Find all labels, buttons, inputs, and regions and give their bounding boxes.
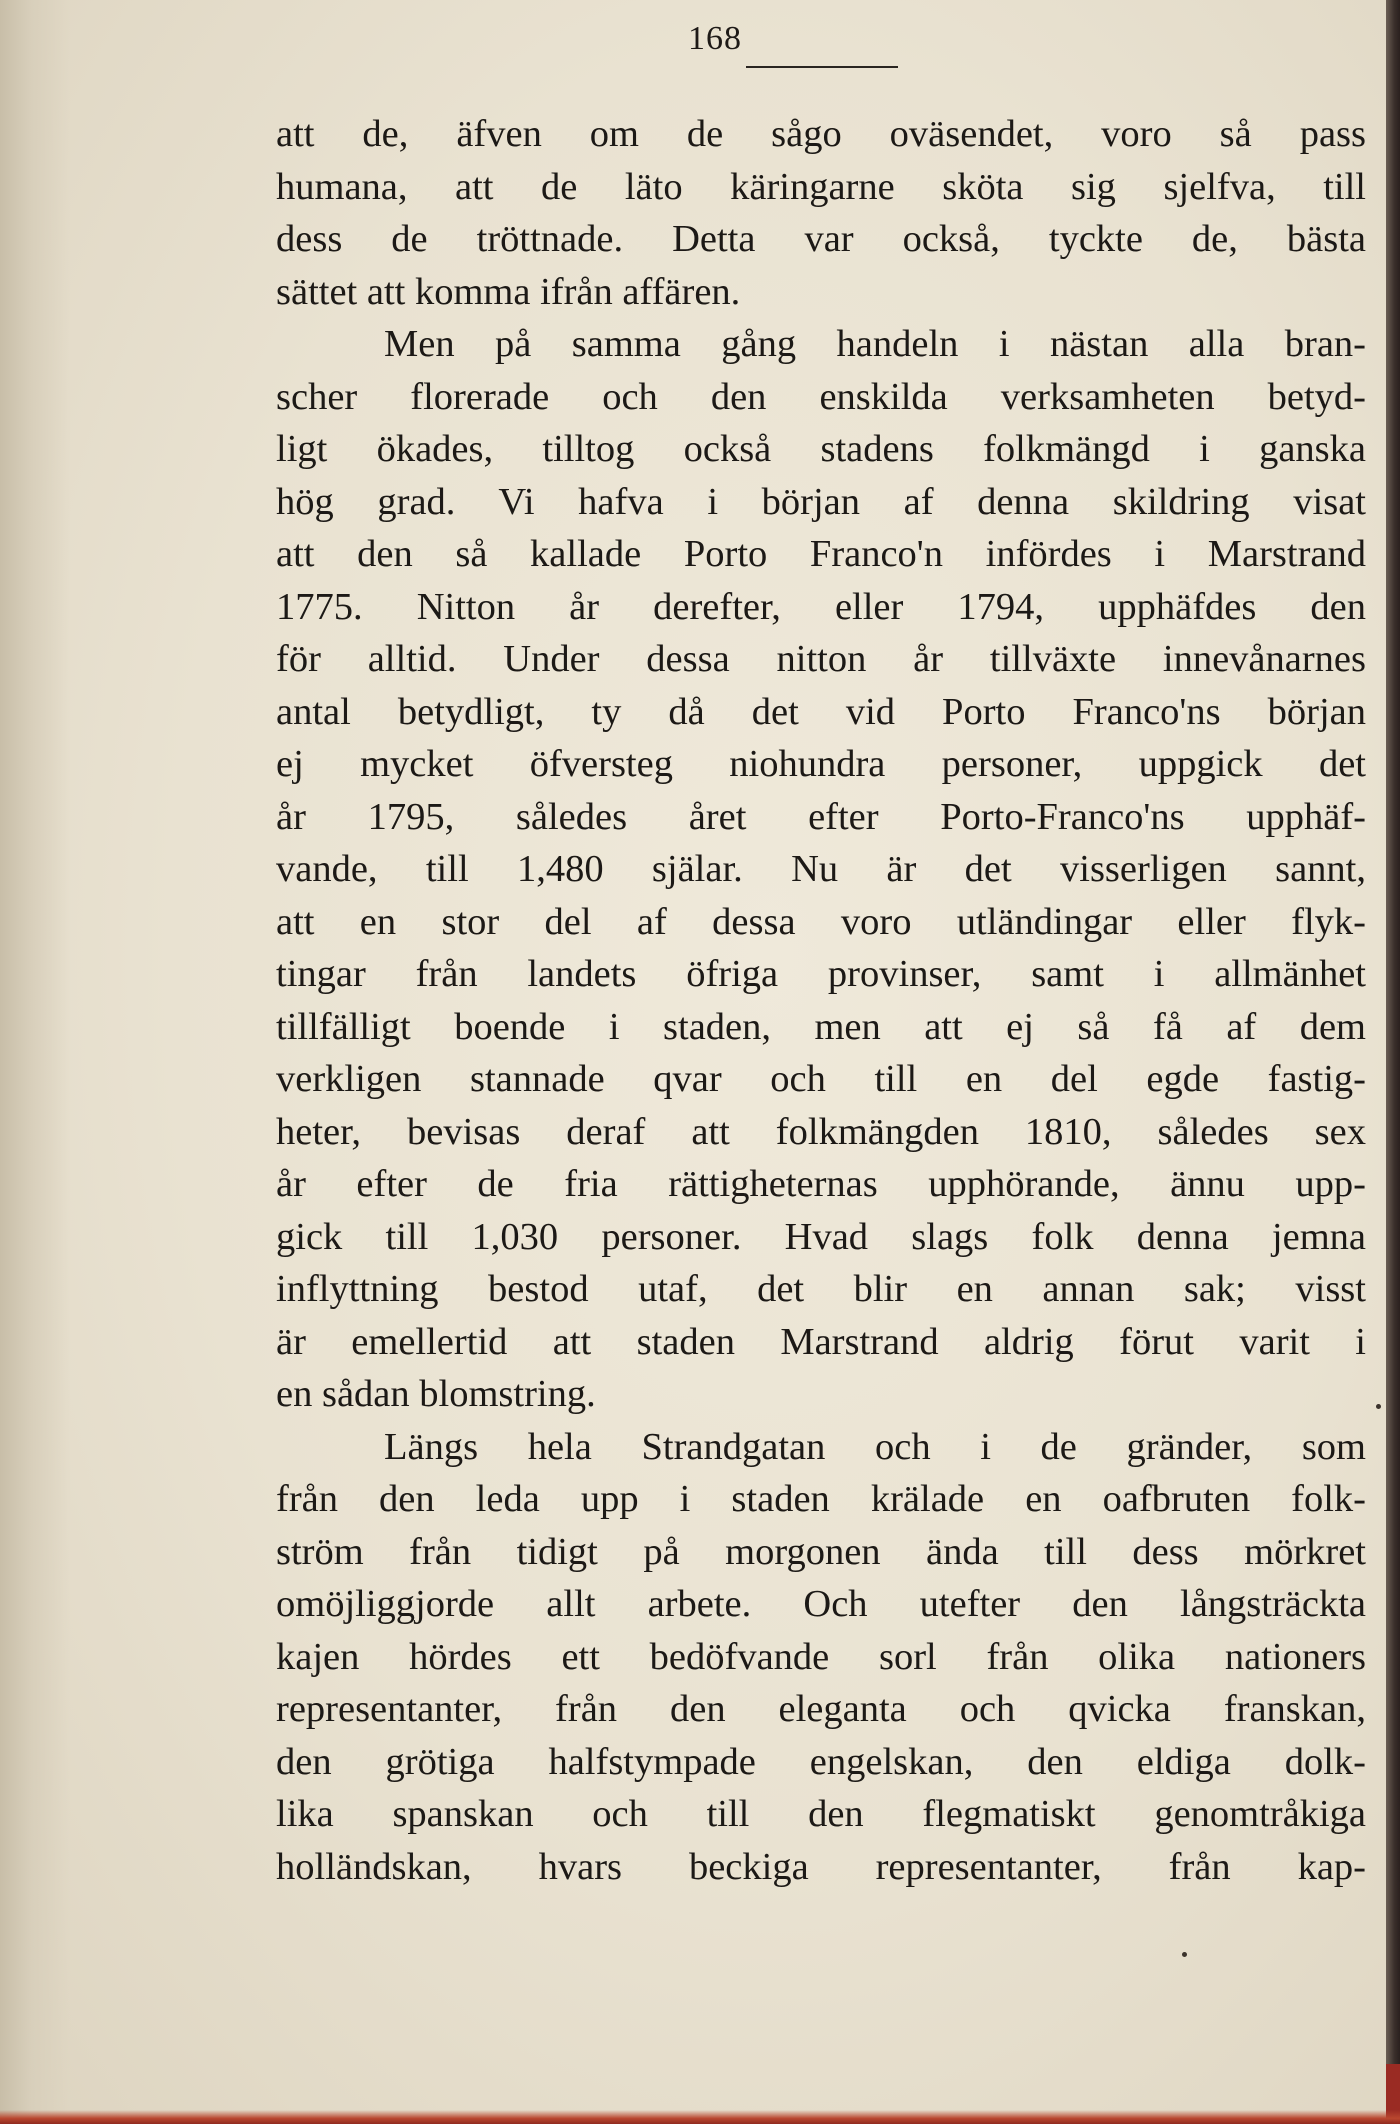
- text-line: gick till 1,030 personer. Hvad slags folk denna jemna: [276, 1215, 1366, 1258]
- text-line: tillfälligt boende i staden, men att ej så få af dem: [276, 1005, 1366, 1048]
- page-number: 168: [688, 20, 742, 57]
- text-line: att den så kallade Porto Franco'n infördes i Marstrand: [276, 533, 1366, 575]
- text-line: holländskan, hvars beckiga representanter, från kap-: [276, 1845, 1366, 1888]
- text-line: verkligen stannade qvar och till en del egde fastig-: [276, 1058, 1366, 1100]
- text-line: från den leda upp i staden krälade en oafbruten folk-: [276, 1478, 1366, 1520]
- text-line: den grötiga halfstympade engelskan, den eldiga dolk-: [276, 1740, 1366, 1783]
- text-line: kajen hördes ett bedöfvande sorl från olika nationers: [276, 1635, 1366, 1678]
- text-line: omöjliggjorde allt arbete. Och utefter den långsträckta: [276, 1583, 1366, 1625]
- text-line: inflyttning bestod utaf, det blir en annan sak; visst: [276, 1268, 1366, 1310]
- speck: [1182, 1952, 1187, 1957]
- body-text: [276, 108, 1366, 1893]
- text-line: Men på samma gång handeln i nästan alla bran-: [384, 323, 1366, 365]
- text-line: scher florerade och den enskilda verksamheten betyd-: [276, 375, 1366, 418]
- text-line: hög grad. Vi hafva i början af denna skildring visat: [276, 480, 1366, 523]
- header-rule: [746, 66, 898, 68]
- text-line: ligt ökades, tilltog också stadens folkmängd i ganska: [276, 428, 1366, 470]
- text-line: heter, bevisas deraf att folkmängden 1810, således sex: [276, 1110, 1366, 1153]
- text-line: 1775. Nitton år derefter, eller 1794, upphäfdes den: [276, 585, 1366, 628]
- text-line: ej mycket öfversteg niohundra personer, uppgick det: [276, 743, 1366, 785]
- text-line: år efter de fria rättigheternas upphörande, ännu upp-: [276, 1163, 1366, 1205]
- text-line: år 1795, således året efter Porto-Franco'ns upphäf-: [276, 795, 1366, 838]
- speck: [1376, 1404, 1381, 1409]
- book-edge: [1386, 0, 1400, 2124]
- text-line: antal betydligt, ty då det vid Porto Franco'ns början: [276, 690, 1366, 733]
- text-line: dess de tröttnade. Detta var också, tyckte de, bästa: [276, 218, 1366, 260]
- binding-gutter-shadow: [0, 0, 70, 2124]
- text-line: sättet att komma ifrån affären.: [276, 270, 741, 313]
- text-line: humana, att de läto käringarne sköta sig sjelfva, till: [276, 165, 1366, 208]
- text-line: är emellertid att staden Marstrand aldrig förut varit i: [276, 1320, 1366, 1363]
- text-line: att en stor del af dessa voro utländingar eller flyk-: [276, 900, 1366, 943]
- text-line: en sådan blomstring.: [276, 1373, 596, 1415]
- text-line: vande, till 1,480 själar. Nu är det visserligen sannt,: [276, 848, 1366, 890]
- text-line: Längs hela Strandgatan och i de gränder, som: [384, 1425, 1366, 1468]
- text-line: representanter, från den eleganta och qvicka franskan,: [276, 1688, 1366, 1730]
- text-line: lika spanskan och till den flegmatiskt genomtråkiga: [276, 1793, 1366, 1835]
- text-line: tingar från landets öfriga provinser, samt i allmänhet: [276, 953, 1366, 995]
- text-line: att de, äfven om de sågo oväsendet, voro så pass: [276, 113, 1366, 155]
- text-line: ström från tidigt på morgonen ända till dess mörkret: [276, 1530, 1366, 1573]
- text-line: för alltid. Under dessa nitton år tillväxte innevånarnes: [276, 638, 1366, 680]
- book-bottom-edge: [0, 2110, 1400, 2124]
